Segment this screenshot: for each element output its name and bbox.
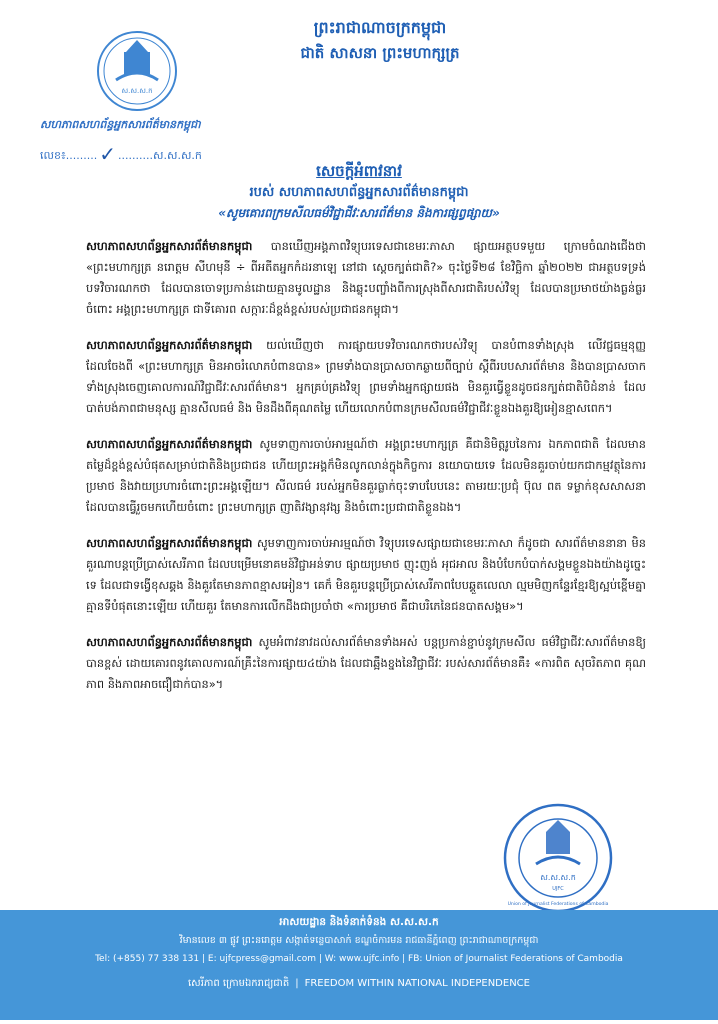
reference-prefix: លេខ៖ [40,149,66,162]
paragraph-1 [86,236,646,320]
paragraph-text: សូមទាញការចាប់អារម្មណ៍ថា អង្គព្រះមហាក្សត្រ គឺជានិមិត្តរូបនៃការ ឯកភាពជាតិ ដែលមានតម្លៃដ៏ខ្ពង់ខ្ពស់បំផុតសម្រាប់ជាតិនិងប្រជាជន ហើយព្រះអង្គក៏មិនលូកលាន់ក្នុងកិច្ចការ នយោបាយទេ ដែលមិនគួរចាប់យកជាកម្មវត្ថុនៃការប្រមាថ និងវាយប្រហារចំពោះព្រះអង្គឡើយ។ សីលធម៌ របស់អ្នកមិនគួរធ្លាក់ចុះទាបបែបនេះ តាមរយៈប្រជុំ ប៊ុល ពត ទម្លាក់ខុសសាសនា ដែលបានធ្វើរួចមកហើយចំពោះ ព្រះមហាក្សត្រ ញាតិវង្សានុវង្ស និងចំពោះប្រជាជាតិខ្លួនឯង។ [86,437,646,514]
seal-org-en: Union of Journalist Federations of Cambodia [507,902,609,907]
seal-abbrev: ស.ស.ស.ក [540,873,576,882]
paragraph-text: សូមអំពាវនាវដល់សារព័ត៌មានទាំងអស់ បន្តប្រកាន់ខ្ជាប់នូវក្រមសីល ធម៌វិជ្ជាជីវៈសារព័ត៌មានឱ្យបានខ្ពស់ ដោយគោរពនូវគោលការណ៍គ្រឹះនៃការផ្សាយ៤យ៉ាង ដែលជាឆ្អឹងខ្នងនៃវិជ្ជាជីវៈ របស់សារព័ត៌មានគឺ៖ «ការពិត សុចរិតភាព គុណភាព និងភាពអាចជឿជាក់បាន»។ [86,635,646,691]
footer-address: វិមានលេខ ៣ ផ្លូវ ព្រះនរោត្តម សង្កាត់ទន្លេបាសាក់ ខណ្ឌចំការមន រាជធានីភ្នំពេញ ព្រះរាជាណាចក្រកម្ពុជា [179,935,539,946]
paragraph-lead: សហភាពសហព័ន្ធអ្នកសារព័ត៌មានកម្ពុជា [86,536,253,550]
paragraph-text: បានឃើញអង្គភាពវិទ្យុបរទេសជាខេមរៈភាសា ផ្សាយអត្ថបទមួយ ក្រោមចំណងជើងថា «ព្រះមហាក្សត្រ នរោត្តម សីហមុនី ÷ ពីអតីតអ្នកកំដរនាឡេ នៅជា ស្តេចក្បត់ជាតិ?» ចុះថ្ងៃទី២៨ ខែវិច្ឆិកា ឆ្នាំ២០២២ ជាអត្ថបទទ្រង់ បទវិចារណកថា ដែលបានចោទប្រកាន់ដោយគ្មានមូលដ្ឋាន និងឆ្លុះបញ្ចាំងពីការស្រុងពីសារជាតិរបស់វិទ្យុ ដែលបានប្រមាថយ៉ាងធ្ងន់ធ្ងរចំពោះ អង្គព្រះមហាក្សត្រ ជាទីគោរព សក្ការៈដ៏ខ្ពង់ខ្ពស់របស់ប្រជាជនកម្ពុជា។ [86,239,646,316]
slogan-english: FREEDOM WITHIN NATIONAL INDEPENDENCE [304,978,530,989]
document-subtitle: «សូមគោរពក្រមសីលធម៌វិជ្ជាជីវៈសារព័ត៌មាន និងការផ្សព្វផ្សាយ» [218,206,500,220]
checkmark-icon: ✓ [99,142,117,166]
letterhead-footer [0,910,718,1020]
footer-facebook: FB: Union of Journalist Federations of Cambodia [408,954,623,964]
paragraph-text: សូមទាញការចាប់អារម្មណ៍ថា វិទ្យុបរទេសផ្សាយជាខេមរៈភាសា ក៏ដូចជា សារព័ត៌មាននានា មិនគួរណាបន្តប្រើប្រាស់សេរីភាព ដែលបម្រើមនោគមន៍វិជ្ជាអន់ទាប ផ្សាយប្រមាថ ញុះញង់ អុជអាល និងបំបែកបំបាក់សង្គមខ្លួនឯងយ៉ាងដូច្នេះទេ ដែលជាទង្វើខុសឆ្គង និងគួរតែមានភាពខ្មាសអៀន។ គេក៏ មិនគួរបន្តប្រើប្រាស់សេរីភាពបែបឆ្គួតលេលា ល្មមមិញកន្ទែរខ្មែរឱ្យស្អប់ខ្ពើមគ្នាគ្មានទីបំផុតនោះឡើយ ហើយគួរ តែមានការលើកដឹងជាប្រចាំថា «ការប្រមាថ គឺជាបរិភេនៃជនបាតសង្គម»។ [86,536,646,613]
national-motto [240,18,520,64]
paragraph-lead: សហភាពសហព័ន្ធអ្នកសារព័ត៌មានកម្ពុជា [86,437,253,451]
paragraph-lead: សហភាពសហព័ន្ធអ្នកសារព័ត៌មានកម្ពុជា [86,338,253,352]
footer-name: អាសយដ្ឋាន និងទំនាក់ទំនង ស.ស.ស.ក [279,916,439,928]
footer-website: W: www.ujfc.info [324,954,400,964]
footer-phone: Tel: (+855) 77 338 131 [95,954,200,964]
paragraph-lead: សហភាពសហព័ន្ធអ្នកសារព័ត៌មានកម្ពុជា [86,635,253,649]
statement-body [86,236,646,710]
footer-slogan: សេរីភាព ក្រោមឯករាជ្យជាតិ | FREEDOM WITHIN NATIONAL INDEPENDENCE [188,978,530,989]
logo-text: ស.ស.ស.ក [121,87,153,95]
ujfc-logo [96,30,178,112]
footer-email: E: ujfcpress@gmail.com [207,954,317,964]
motto-kingdom: ព្រះរាជាណាចក្រកម្ពុជា [313,18,447,37]
document-title: សេចក្តីអំពាវនាវ [316,162,402,180]
paragraph-lead: សហភាពសហព័ន្ធអ្នកសារព័ត៌មានកម្ពុជា [86,239,253,253]
official-seal-stamp [502,802,614,914]
document-issuer: របស់ សហភាពសហព័ន្ធអ្នកសារព័ត៌មានកម្ពុជា [249,185,469,200]
paragraph-3 [86,434,646,518]
paragraph-5 [86,632,646,695]
paragraph-text: យល់ឃើញថា ការផ្សាយបទវិចារណកថារបស់វិទ្យុ បានបំពានទាំងស្រុង លើវជ្ជធម្មនុញ្ញ ដែលចែងពី «ព្រះមហាក្សត្រ មិនអាចរំលោភបំពានបាន» ព្រមទាំងបានប្រាសចាកឆ្ងាយពីច្បាប់ ស្តីពីរបបសារព័ត៌មាន និងបានប្រាសចាកទាំងស្រុងចេញគោលការណ៍វិជ្ជាជីវៈសារព័ត៌មាន។ អ្នកគ្រប់គ្រងវិទ្យុ ព្រមទាំងអ្នកផ្សាយផង មិនគួរធ្វើខ្លួនដូចជនក្បត់ជាតិបិដំនាន់ ដែលបាត់បង់ភាពជាមនុស្ស គ្មានសីលធម៌ និង មិនដឹងពីគុណតម្លៃ ហើយលោកបំពានក្រមសីលធម៌វិជ្ជាជីវៈខ្លួនឯងគួរឱ្យអៀនខ្មាសពេក។ [86,338,646,415]
footer-contact: Tel: (+855) 77 338 131 | E: ujfcpress@gmail.com | W: www.ujfc.info | FB: Union of Journalist Federations of Cambodia [95,954,623,964]
reference-number: លេខ៖......... ✓ ..........ស.ស.ស.ក [40,142,202,166]
seal-short: UJFC [552,886,564,892]
paragraph-4 [86,533,646,617]
reference-suffix: ស.ស.ស.ក [153,149,202,162]
paragraph-2 [86,335,646,419]
motto-nation-religion-king: ជាតិ សាសនា ព្រះមហាក្សត្រ [300,44,460,62]
slogan-khmer: សេរីភាព ក្រោមឯករាជ្យជាតិ [188,978,290,989]
association-name: សហភាពសហព័ន្ធអ្នកសារព័ត៌មានកម្ពុជា [40,118,201,131]
